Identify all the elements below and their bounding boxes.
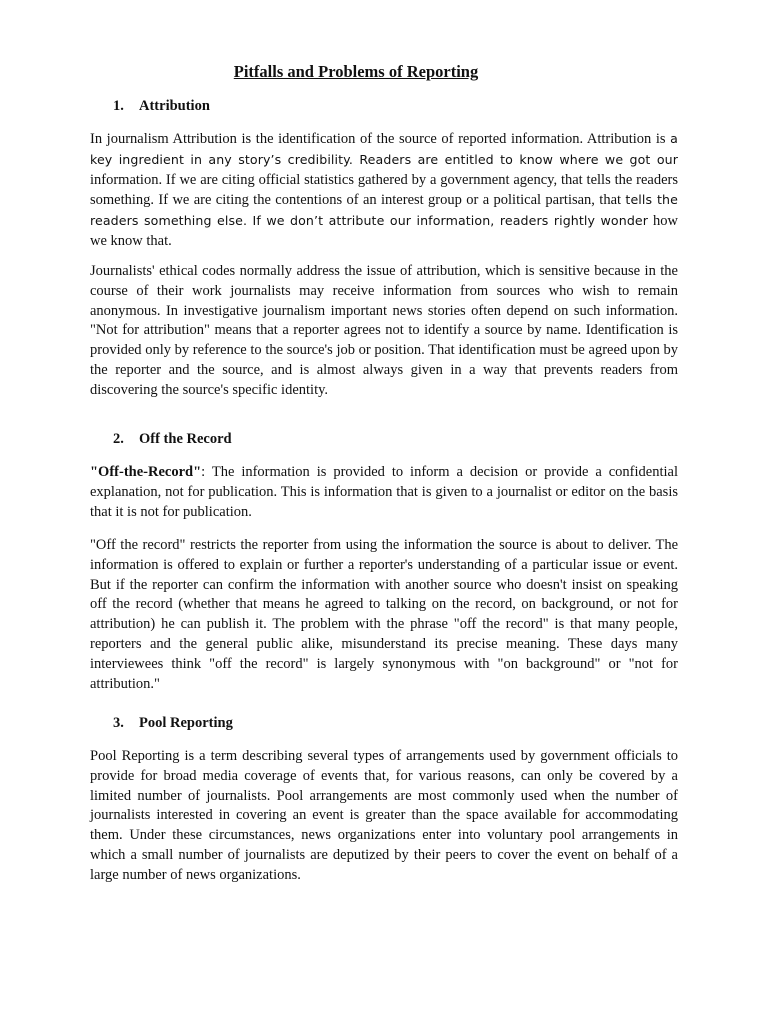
section-number: 3. [113, 715, 124, 731]
paragraph-text: In journalism Attribution is the identification of the source of reported information. Attribution is [90, 131, 671, 147]
paragraph-pool-reporting: Pool Reporting is a term describing several types of arrangements used by government officials to provide for broad media coverage of events that, for various reasons, can only be covered by a limited number of journalists. Pool arrangements are most commonly used when the number of journalists interested in covering an event is greater than the space available for accommodating them. Under these circumstances, news organizations enter into voluntary pool arrangements in which a small number of journalists are deputized by their peers to cover the event on behalf of a large number of news organizations. [90, 748, 678, 883]
paragraph-attribution-2: Journalists' ethical codes normally address the issue of attribution, which is sensitive because in the course of their work journalists may receive information from sources who wish to remain anonymous. In investigative journalism important news stories often depend on such information. "Not for attribution" means that a reporter agrees not to identify a source by name. Identification is provided only by reference to the source's job or position. That identification must be agreed upon by the reporter and the source, and is almost always given in a way that prevents readers from discovering the source's specific identity. [90, 263, 678, 398]
paragraph-off-record-2: "Off the record" restricts the reporter from using the information the source is about to deliver. The information is offered to explain or further a reporter's understanding of a particular issue or event. But if the reporter can confirm the information with another source who doesn't insist on speaking off the record (whether that means he agreed to talking on the record, on background, or not for attribution) he can publish it. The problem with the phrase "off the record" is that many people, reporters and the general public alike, misunderstand its precise meaning. These days many interviewees think "off the record" is largely synonymous with "on background" or "not for attribution." [90, 537, 678, 692]
section-title: Pool Reporting [139, 715, 233, 731]
paragraph-off-record-1 [90, 463, 678, 522]
section-title: Attribution [139, 98, 210, 114]
section-title: Off the Record [139, 431, 232, 447]
section-number: 2. [113, 431, 124, 447]
paragraph-text: information. If we are citing official statistics gathered by a government agency, that tells the readers something. If we are citing the contentions of an interest group or a political partisan, that [90, 171, 678, 209]
section-heading-pool-reporting [113, 715, 233, 732]
section-heading-attribution [113, 98, 210, 115]
paragraph-text: tells the readers something else. If we don’t attribute our information, readers rightly wonder [90, 192, 678, 229]
section-number: 1. [113, 98, 124, 114]
lead-term: "Off-the-Record" [90, 464, 202, 480]
paragraph-attribution-1 [90, 129, 678, 252]
paragraph-text: a key ingredient in any story’s credibility. Readers are entitled to know where we got our [90, 131, 678, 167]
paragraph-text: how we know that. [90, 213, 678, 249]
paragraph-text: : The information is provided to inform a decision or provide a confidential explanation, not for publication. This is information that is given to a journalist or editor on the basis that it is not for publication. [90, 464, 678, 520]
page-title: Pitfalls and Problems of Reporting [233, 62, 479, 81]
section-heading-off-the-record [113, 431, 232, 448]
